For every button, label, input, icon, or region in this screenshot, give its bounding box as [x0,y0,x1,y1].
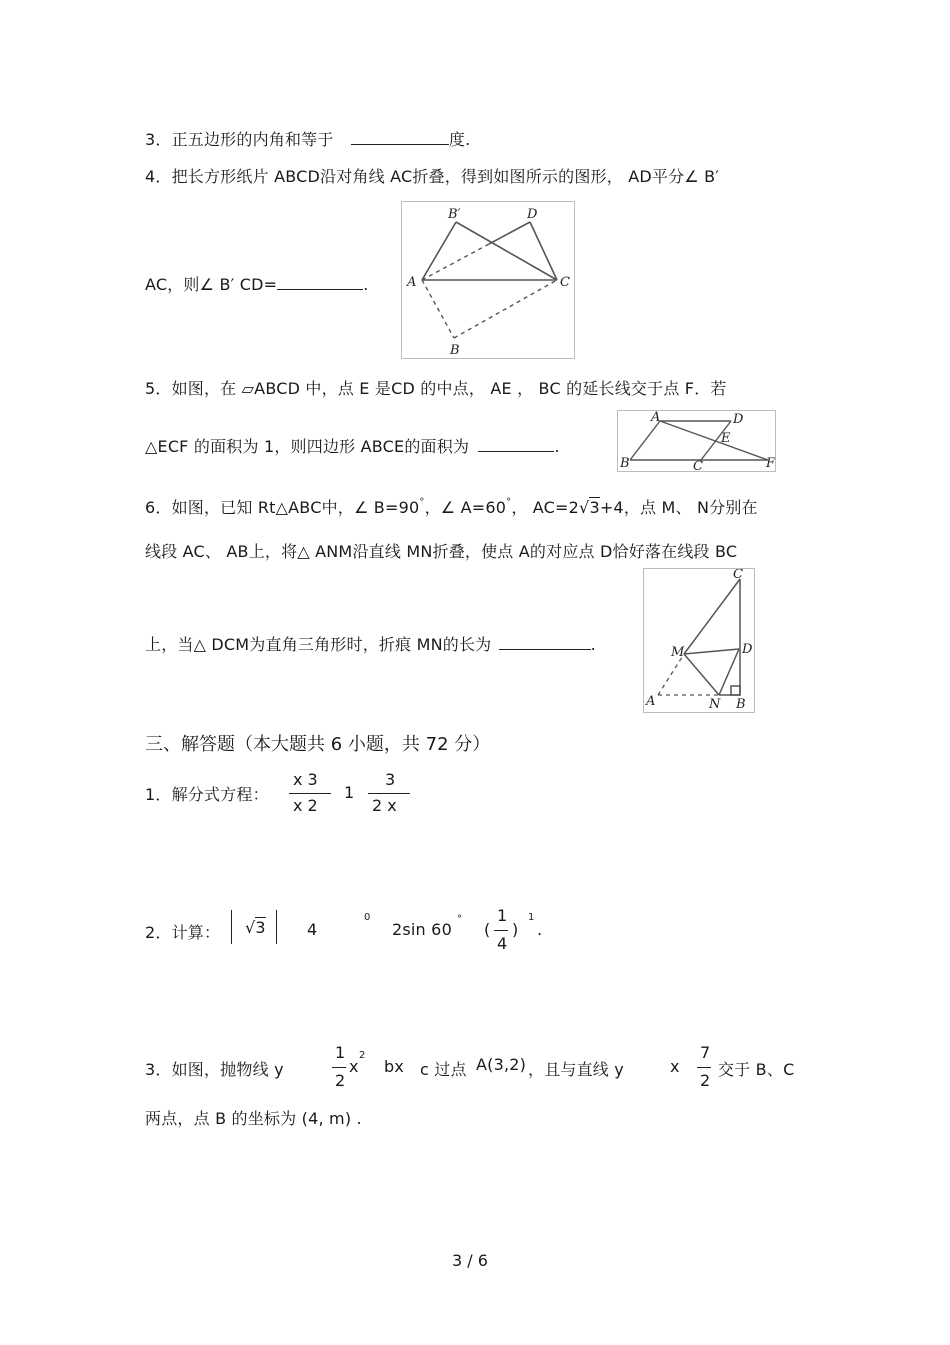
period: . [537,920,543,939]
segment-ad [489,222,530,244]
answer-blank [478,450,554,452]
numerator: 1 [497,906,508,925]
q6-radicand: 3 [589,498,600,517]
label-b: B [450,343,460,358]
q3-text: 3．正五边形的内角和等于 [145,130,334,149]
exponent-two: 2 [359,1050,366,1061]
q6-line3-text: 上，当△ DCM为直角三角形时，折痕 MN的长为 [145,635,492,654]
label-b-prime: B′ [448,207,461,222]
abs-bar-right [276,910,277,944]
section-heading: 三、解答题（本大题共 6 小题，共 72 分） [145,734,491,755]
sqrt-sign: √ [579,498,590,517]
label-c: C [693,459,703,471]
question-6-line-2: 线段 AC、 AB上，将△ ANM沿直线 MN折叠，使点 A的对应点 D恰好落在线段 BC [145,542,738,561]
question-6-line-3 [145,632,596,655]
q3-suffix: 度. [448,130,471,149]
label-a: A [651,411,661,425]
point-a: A(3,2) [476,1055,527,1074]
radicand: 3 [255,918,266,937]
figure-folded-rectangle [401,201,575,359]
numerator: x 3 [293,770,318,789]
label-d: D [742,642,753,657]
question-4-line-2 [145,272,369,295]
question-4-line-1: 4．把长方形纸片 ABCD沿对角线 AC折叠，得到如图所示的图形， AD平分∠ B′ [145,167,720,186]
label-f: F [766,456,775,471]
degree-mark: ° [457,914,462,925]
problem-3-line-2: 两点，点 B 的坐标为 (4, m) . [145,1109,362,1128]
page-current: 3 [452,1251,463,1270]
bx-term: bx [384,1057,405,1076]
label-a: A [407,275,417,290]
question-6-line-1 [145,495,758,518]
segment-b-prime-c [456,222,557,280]
fraction-bar [494,930,508,931]
page-number [452,1251,488,1270]
numerator: 3 [385,770,396,789]
question-3 [145,127,470,150]
page-total: 6 [477,1251,488,1270]
sin-term: 2sin 60 [392,920,452,939]
q6-part-e: +4，点 M、 N分别在 [599,498,758,517]
paren-close: ) [512,920,519,939]
segment-ab-dashed [422,280,454,338]
exponent: 1 [528,912,535,923]
sqrt-three [245,918,266,937]
problem-3-label: 3．如图，抛物线 y [145,1060,284,1079]
numerator: 7 [700,1043,711,1062]
label-c: C [733,569,743,582]
problem-1-label: 1．解分式方程： [145,785,269,804]
fraction-bar [368,793,410,794]
intersect-text: 交于 B、C [718,1060,795,1079]
denominator: x 2 [293,796,318,815]
q5-line2-text: △ECF 的面积为 1，则四边形 ABCE的面积为 [145,437,470,456]
numerator: 1 [335,1043,346,1062]
label-d: D [527,207,538,222]
denominator: 2 [335,1071,346,1090]
fraction-quarter [494,906,510,956]
paren-open: ( [484,920,491,939]
fraction-bar [332,1067,346,1068]
segment-dc [530,222,557,280]
answer-blank [277,288,363,290]
x-term: x [670,1057,680,1076]
figure-right-triangle-fold [643,568,755,713]
fraction-half [332,1043,348,1093]
q5-line2-end: . [554,437,560,456]
term-four: 4 [307,920,318,939]
label-e: E [721,431,731,446]
denominator: 2 [700,1071,711,1090]
label-a: A [646,694,656,709]
q6-part-c: ， AC=2 [511,498,580,517]
degree-mark: ° [419,497,425,508]
sqrt-sign: √ [245,918,256,937]
degree-mark: ° [506,497,512,508]
fraction-1 [289,770,333,816]
label-n: N [709,697,721,712]
denominator: 4 [497,934,508,953]
question-5-line-1: 5．如图，在 ▱ABCD 中，点 E 是CD 的中点， AE ， BC 的延长线交于点 F．若 [145,379,727,398]
label-b: B [620,456,630,471]
q4-line2-end: . [363,275,369,294]
fraction-2 [368,770,412,816]
answer-blank [351,143,449,145]
exponent-zero: 0 [364,912,371,923]
segment-bc-dashed [454,280,557,338]
rhs-one: 1 [344,783,355,802]
x-squared-base: x [349,1057,359,1076]
q6-part-a: 6．如图，已知 Rt△ABC中，∠ B=90 [145,498,420,517]
question-5-line-2 [145,434,560,457]
q6-part-b: ，∠ A=60 [424,498,507,517]
figure-parallelogram [617,410,776,472]
denominator: 2 x [372,796,397,815]
abs-bar-left [231,910,232,944]
fraction-seven-halves [697,1043,713,1093]
page-separator: / [467,1251,473,1270]
q6-line3-end: . [590,635,596,654]
answer-blank [499,648,591,650]
fraction-bar [697,1067,711,1068]
fraction-bar [289,793,331,794]
line-text: ，且与直线 y [528,1060,624,1079]
c-pass-text: c 过点 [420,1060,467,1079]
label-d: D [733,412,744,427]
q4-line2-text: AC，则∠ B′ CD= [145,275,278,294]
label-c: C [560,275,570,290]
label-b: B [736,697,746,712]
label-m: M [671,645,685,660]
problem-2-label: 2．计算： [145,923,221,942]
